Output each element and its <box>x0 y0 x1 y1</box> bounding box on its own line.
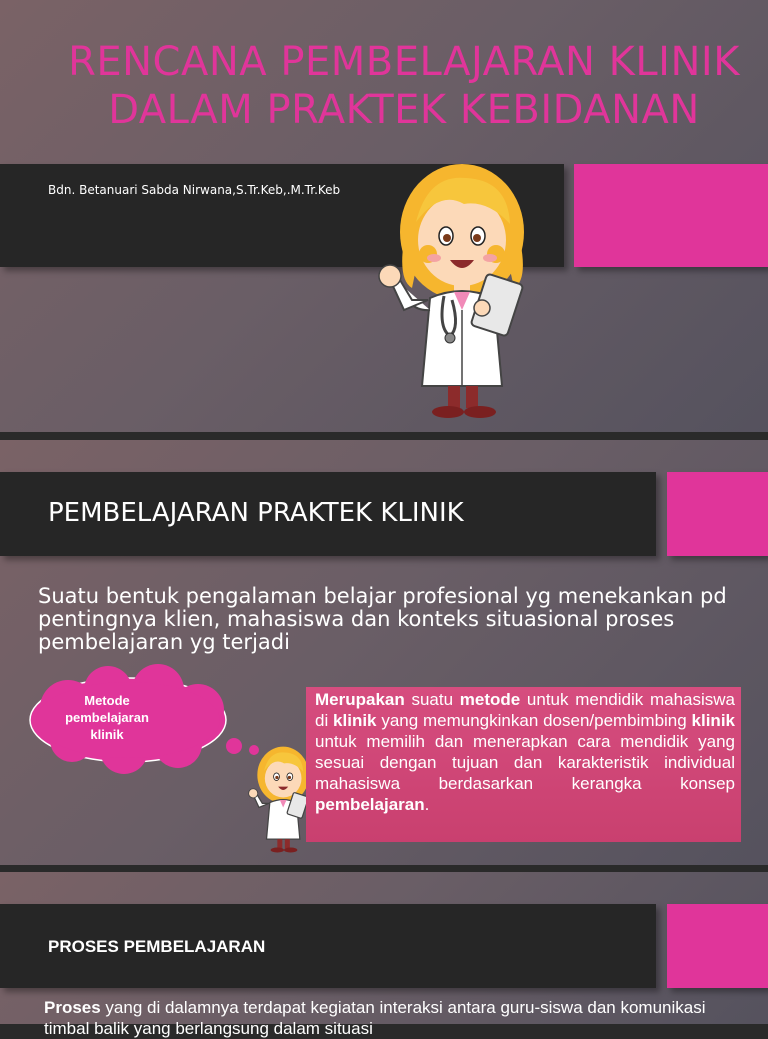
definition-box <box>306 687 741 842</box>
slide-learning-process <box>0 872 768 1038</box>
intro-paragraph: Suatu bentuk pengalaman belajar profesional yg menekankan pd pentingnya klien, mahasiswa dan konteks situasional proses pembelajaran yg terjadi <box>38 584 727 654</box>
definition-span: . <box>424 795 430 814</box>
definition-bold-pembelajaran: pembelajaran <box>315 795 425 814</box>
process-body: yang di dalamnya terdapat kegiatan interaksi antara guru-siswa dan komunikasi timbal balik yang berlangsung dalam situasi <box>44 998 706 1038</box>
slide-title-heading <box>40 38 768 134</box>
doctor-illustration-small <box>244 744 314 856</box>
doctor-illustration <box>368 160 536 424</box>
process-paragraph <box>44 997 744 1039</box>
title-line-1: RENCANA PEMBELAJARAN KLINIK <box>68 39 740 85</box>
definition-span: untuk memilih dan menerapkan cara mendidik yang sesuai dengan tujuan dan karakteristik individual mahasiswa berdasarkan kerangka konsep <box>315 732 735 793</box>
slide-title <box>0 0 768 432</box>
section-heading: PROSES PEMBELAJARAN <box>48 937 266 956</box>
accent-block <box>667 904 768 988</box>
definition-span: untuk mendidik mahasiswa di <box>315 690 735 730</box>
definition-span: suatu <box>404 690 460 709</box>
process-bold-lead: Proses <box>44 998 101 1017</box>
definition-bold-klinik: klinik <box>691 711 735 730</box>
accent-block <box>574 164 768 267</box>
cloud-label: Metode pembelajaran klinik <box>65 693 149 742</box>
slide-clinical-learning <box>0 440 768 865</box>
definition-bold-metode: metode <box>459 690 521 709</box>
accent-block <box>667 472 768 556</box>
title-line-2: DALAM PRAKTEK KEBIDANAN <box>108 87 700 133</box>
definition-bold-klinik: klinik <box>333 711 377 730</box>
definition-span: yang memungkinkan dosen/pembimbing <box>376 711 692 730</box>
definition-text <box>315 689 735 815</box>
author-name: Bdn. Betanuari Sabda Nirwana,S.Tr.Keb,.M.Tr.Keb <box>48 183 341 197</box>
section-heading: PEMBELAJARAN PRAKTEK KLINIK <box>48 498 464 528</box>
definition-bold-merupakan: Merupakan <box>315 690 405 709</box>
